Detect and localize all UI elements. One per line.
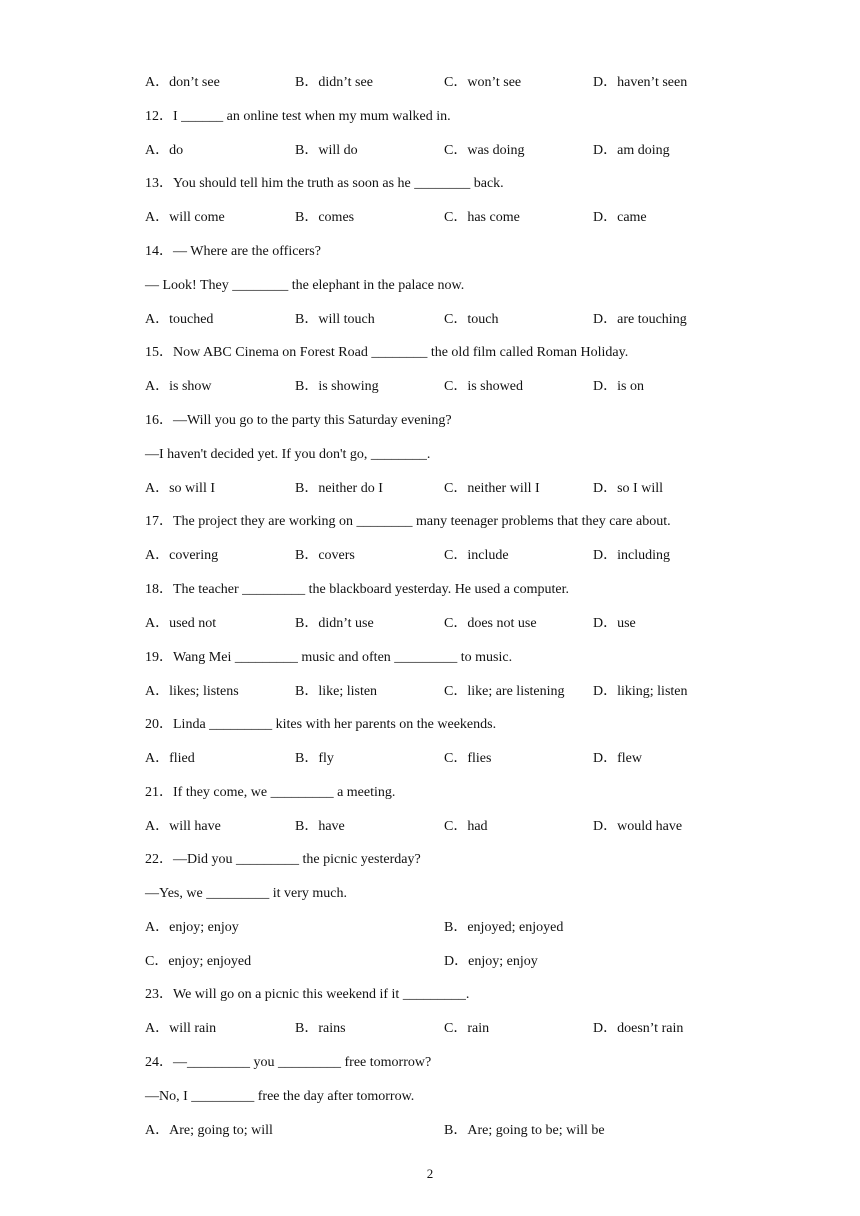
q15-option-d: D．is on [593,379,644,394]
q23-option-a: A．will rain [145,1021,217,1036]
q15-options [145,378,745,396]
q17-option-a: A．covering [145,548,219,563]
q16-option-b: B．neither do I [295,481,383,496]
q21-option-d: D．would have [593,819,683,834]
q22-stem-reply: —Yes, we _________ it very much. [145,886,347,901]
q18-stem: 18．The teacher _________ the blackboard yesterday. He used a computer. [145,582,569,597]
q18-option-d: D．use [593,616,636,631]
q22-option-b: B．enjoyed; enjoyed [444,920,564,935]
q11-options [145,74,745,92]
q18-option-c: C．does not use [444,616,537,631]
q17-stem: 17．The project they are working on ________ many teenager problems that they care about. [145,514,671,529]
q22-stem: 22．—Did you _________ the picnic yesterday? [145,852,421,867]
q16-options [145,480,745,498]
q22-options-row1 [145,919,745,937]
q12-options [145,142,745,160]
q11-option-d: D．haven’t seen [593,75,688,90]
q16-option-c: C．neither will I [444,481,540,496]
q24-option-a: A．Are; going to; will [145,1123,273,1138]
q16-option-d: D．so I will [593,481,663,496]
q21-options [145,818,745,836]
q18-option-b: B．didn’t use [295,616,374,631]
q12-option-c: C．was doing [444,143,525,158]
q15-stem: 15．Now ABC Cinema on Forest Road ________ the old film called Roman Holiday. [145,345,629,360]
q24-options [145,1122,745,1140]
q21-option-a: A．will have [145,819,221,834]
q14-option-a: A．touched [145,312,214,327]
q12-option-b: B．will do [295,143,358,158]
q24-stem: 24．—_________ you _________ free tomorrow? [145,1055,432,1070]
q11-option-c: C．won’t see [444,75,522,90]
q17-option-c: C．include [444,548,509,563]
q21-stem: 21．If they come, we _________ a meeting. [145,785,396,800]
q12-stem: 12．I ______ an online test when my mum walked in. [145,109,451,124]
q22-option-d: D．enjoy; enjoy [444,954,538,969]
q17-options [145,547,745,565]
q13-option-d: D．came [593,210,647,225]
q12-option-d: D．am doing [593,143,670,158]
q20-option-a: A．flied [145,751,195,766]
q23-option-d: D．doesn’t rain [593,1021,684,1036]
q13-option-c: C．has come [444,210,520,225]
q16-option-a: A．so will I [145,481,215,496]
q15-option-b: B．is showing [295,379,379,394]
q18-options [145,615,745,633]
q23-option-c: C．rain [444,1021,490,1036]
q19-option-d: D．liking; listen [593,684,688,699]
q19-option-c: C．like; are listening [444,684,565,699]
q19-option-b: B．like; listen [295,684,378,699]
q14-options [145,311,745,329]
q17-option-d: D．including [593,548,670,563]
q20-option-d: D．flew [593,751,642,766]
q24-option-b: B．Are; going to be; will be [444,1123,605,1138]
q23-stem: 23．We will go on a picnic this weekend if it _________. [145,987,470,1002]
q13-option-a: A．will come [145,210,225,225]
page-number: 2 [426,1166,434,1181]
q12-option-a: A．do [145,143,184,158]
q19-stem: 19．Wang Mei _________ music and often _________ to music. [145,650,513,665]
q18-option-a: A．used not [145,616,217,631]
q14-option-b: B．will touch [295,312,375,327]
q14-stem: 14．— Where are the officers? [145,244,321,259]
q19-option-a: A．likes; listens [145,684,239,699]
q23-option-b: B．rains [295,1021,346,1036]
q14-option-c: C．touch [444,312,499,327]
q22-options-row2 [145,953,745,971]
q22-option-a: A．enjoy; enjoy [145,920,239,935]
q11-option-b: B．didn’t see [295,75,373,90]
q13-option-b: B．comes [295,210,355,225]
q23-options [145,1020,745,1038]
q19-options [145,683,745,701]
q14-option-d: D．are touching [593,312,687,327]
q20-option-c: C．flies [444,751,492,766]
q17-option-b: B．covers [295,548,355,563]
q24-stem-reply: —No, I _________ free the day after tomorrow. [145,1089,415,1104]
q21-option-b: B．have [295,819,345,834]
q20-stem: 20．Linda _________ kites with her parents on the weekends. [145,717,497,732]
q22-option-c: C．enjoy; enjoyed [145,954,252,969]
q20-option-b: B．fly [295,751,334,766]
q21-option-c: C．had [444,819,488,834]
q13-options [145,209,745,227]
q15-option-a: A．is show [145,379,212,394]
q14-stem-reply: — Look! They ________ the elephant in the palace now. [145,278,465,293]
q15-option-c: C．is showed [444,379,523,394]
q11-option-a: A．don’t see [145,75,220,90]
q20-options [145,750,745,768]
q16-stem-reply: —I haven't decided yet. If you don't go, ________. [145,447,431,462]
q16-stem: 16．—Will you go to the party this Saturday evening? [145,413,452,428]
q13-stem: 13．You should tell him the truth as soon as he ________ back. [145,176,504,191]
